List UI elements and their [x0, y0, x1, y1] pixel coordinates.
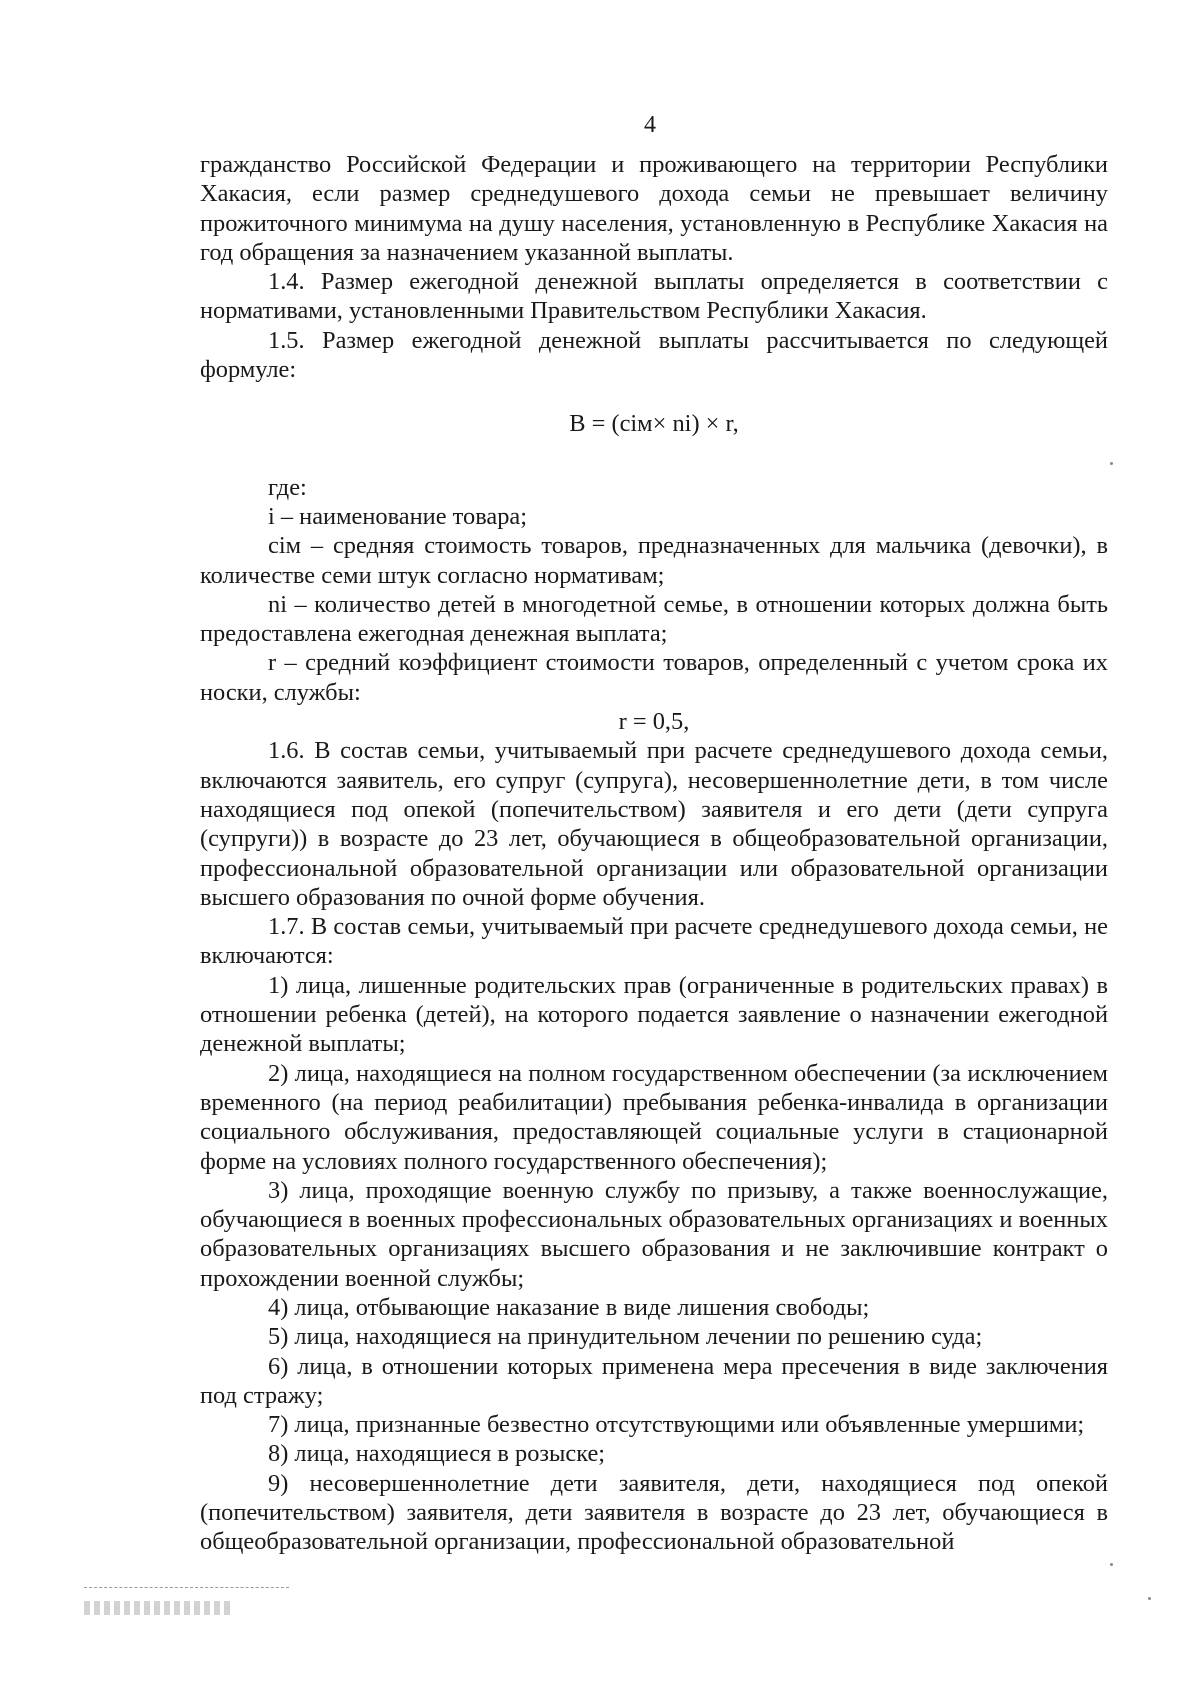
- scan-artifact-noise: [84, 1601, 234, 1615]
- formula-r-value: r = 0,5,: [618, 708, 690, 736]
- scan-speck: [1110, 1563, 1113, 1566]
- scan-speck: [1148, 1597, 1151, 1600]
- formula-variable-r: r – средний коэффициент стоимости товаров, определенный с учетом срока их носки, службы:: [200, 649, 1108, 706]
- list-item-2: 2) лица, находящиеся на полном государственном обеспечении (за исключением временного (на период реабилитации) пребывания ребенка-инвалида в организации социального обслуживания, предоставляющей социальные услуги в стационарной форме на условиях полного государственного обеспечения);: [200, 1059, 1108, 1175]
- list-item-7: 7) лица, признанные безвестно отсутствующими или объявленные умершими;: [268, 1411, 1085, 1439]
- scan-artifact-line: [84, 1587, 289, 1588]
- paragraph-1-7: 1.7. В состав семьи, учитываемый при расчете среднедушевого дохода семьи, не включаются:: [200, 913, 1108, 970]
- list-item-5: 5) лица, находящиеся на принудительном лечении по решению суда;: [268, 1323, 983, 1351]
- formula-variable-i: i – наименование товара;: [268, 502, 528, 530]
- scan-speck: [1110, 462, 1113, 465]
- list-item-8: 8) лица, находящиеся в розыске;: [268, 1440, 606, 1468]
- list-item-4: 4) лица, отбывающие наказание в виде лишения свободы;: [268, 1293, 870, 1321]
- page-number: 4: [644, 112, 656, 138]
- paragraph-1-4: 1.4. Размер ежегодной денежной выплаты определяется в соответствии с нормативами, установленными Правительством Республики Хакасия.: [200, 268, 1108, 325]
- document-body: [200, 150, 1108, 1557]
- formula-main: B = (ciм× ni) × r,: [569, 410, 739, 438]
- list-item-3: 3) лица, проходящие военную службу по призыву, а также военнослужащие, обучающиеся в военных профессиональных образовательных организациях и военных образовательных организациях высшего образования и не заключившие контракт о прохождении военной службы;: [200, 1176, 1108, 1292]
- paragraph-citizenship-continued: гражданство Российской Федерации и проживающего на территории Республики Хакасия, если размер среднедушевого дохода семьи не превышает величину прожиточного минимума на душу населения, установленную в Республике Хакасия на год обращения за назначением указанной выплаты.: [200, 151, 1108, 266]
- list-item-1: 1) лица, лишенные родительских прав (ограниченные в родительских правах) в отношении ребенка (детей), на которого подается заявление о назначении ежегодной денежной выплаты;: [200, 971, 1108, 1058]
- formula-variable-ni: ni – количество детей в многодетной семье, в отношении которых должна быть предоставлена ежегодная денежная выплата;: [200, 590, 1108, 648]
- formula-where-label: где:: [268, 473, 307, 501]
- paragraph-1-6: 1.6. В состав семьи, учитываемый при расчете среднедушевого дохода семьи, включаются заявитель, его супруг (супруга), несовершеннолетние дети, в том числе находящиеся под опекой (попечительством) заявителя и его дети (дети супруга (супруги)) в возрасте до 23 лет, обучающиеся в общеобразовательной организации, профессиональной образовательной организации или образовательной организации высшего образования по очной форме обучения.: [200, 737, 1108, 911]
- scan-artifact-mark: [84, 1587, 289, 1623]
- list-item-6: 6) лица, в отношении которых применена мера пресечения в виде заключения под стражу;: [200, 1352, 1108, 1409]
- list-item-9: 9) несовершеннолетние дети заявителя, дети, находящиеся под опекой (попечительством) заявителя, дети заявителя в возрасте до 23 лет, обучающиеся в общеобразовательной организации, профессиональной образовательной: [200, 1469, 1108, 1556]
- formula-variable-cim: ciм – средняя стоимость товаров, предназначенных для мальчика (девочки), в количестве семи штук согласно нормативам;: [200, 532, 1108, 589]
- paragraph-1-5: 1.5. Размер ежегодной денежной выплаты рассчитывается по следующей формуле:: [200, 326, 1108, 384]
